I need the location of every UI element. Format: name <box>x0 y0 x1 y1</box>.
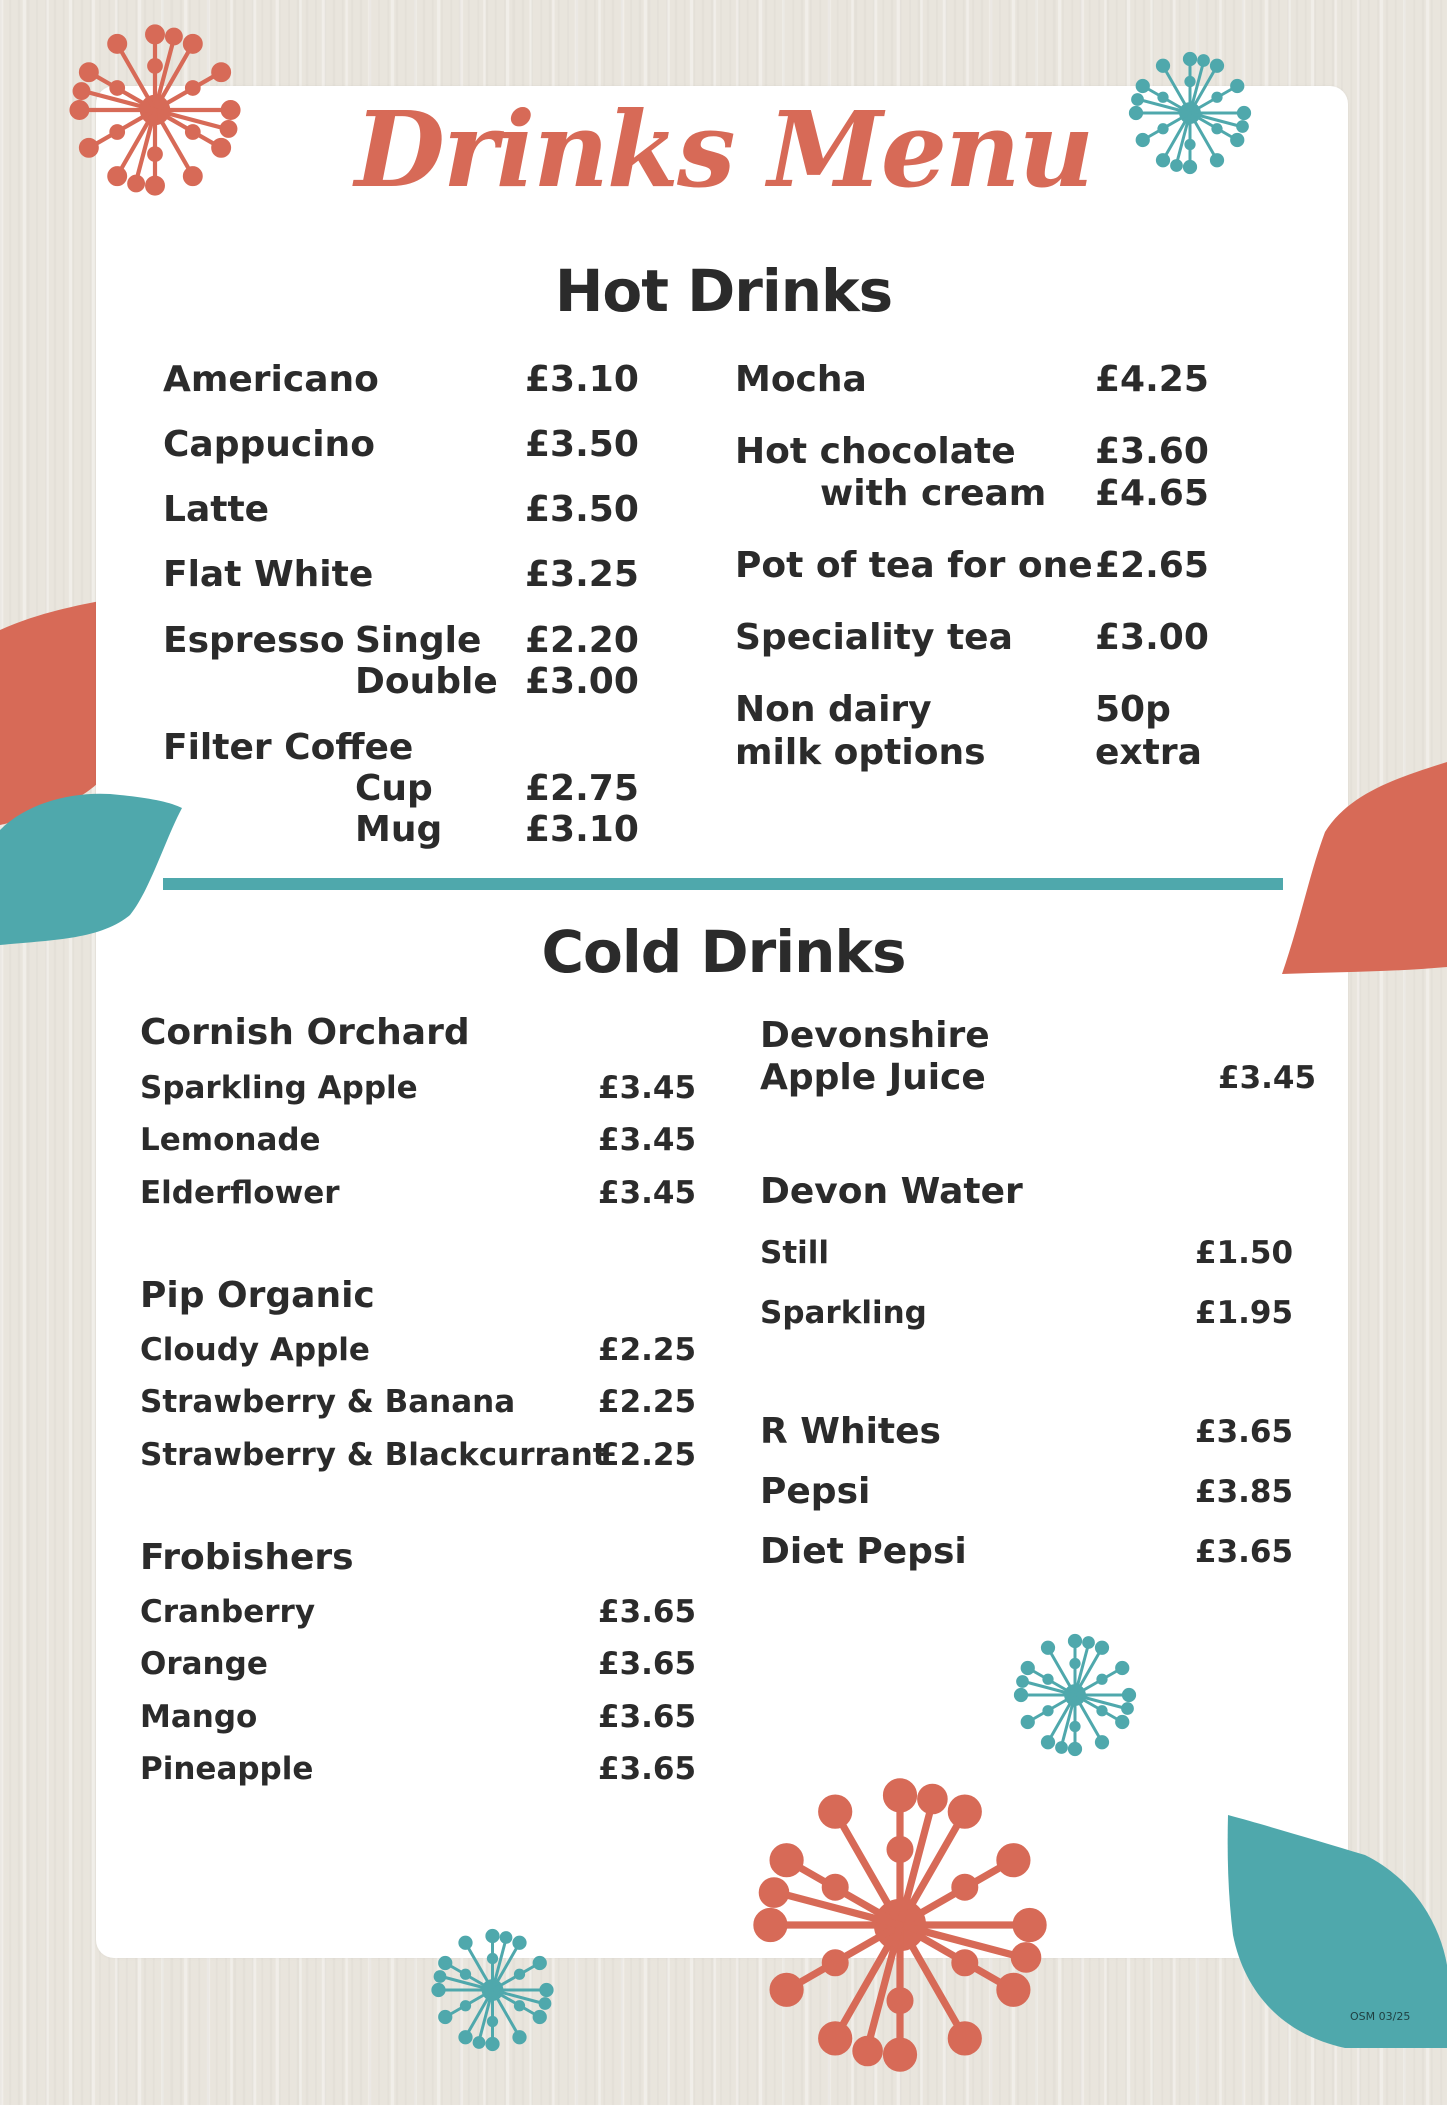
item-name: Sparkling Apple <box>140 1070 418 1106</box>
brand-heading: Cornish Orchard <box>140 1012 470 1053</box>
item-price: £3.65 <box>598 1699 697 1735</box>
item-name: milk options <box>735 732 986 773</box>
item-price: £3.65 <box>598 1751 697 1787</box>
item-name: Non dairy <box>735 689 932 730</box>
item-name: Diet Pepsi <box>760 1531 967 1572</box>
item-price: £3.45 <box>598 1070 697 1106</box>
item-price: 50p <box>1095 689 1171 730</box>
brand-heading: Frobishers <box>140 1537 354 1578</box>
item-price: £3.65 <box>598 1594 697 1630</box>
item-name: Filter Coffee <box>163 727 414 768</box>
item-price: £3.60 <box>1095 431 1209 472</box>
brand-heading: Devon Water <box>760 1171 1023 1212</box>
item-price: £3.10 <box>525 359 639 400</box>
item-price: extra <box>1095 732 1202 773</box>
item-name: Espresso <box>163 620 345 661</box>
item-name: Flat White <box>163 554 374 595</box>
item-name: Speciality tea <box>735 617 1013 658</box>
item-price: £3.50 <box>525 489 639 530</box>
item-option: Single <box>355 620 482 661</box>
coral-dandelion-bottom-icon <box>715 1745 1085 2105</box>
item-price: £1.95 <box>1195 1295 1294 1331</box>
item-name: Orange <box>140 1646 268 1682</box>
item-name: Strawberry & Banana <box>140 1384 516 1420</box>
item-name: Apple Juice <box>760 1057 986 1098</box>
item-price: £3.00 <box>525 661 639 702</box>
item-price: £3.45 <box>598 1175 697 1211</box>
item-option: with cream <box>820 473 1047 514</box>
item-option: Double <box>355 661 498 702</box>
item-name: Americano <box>163 359 379 400</box>
item-price: £2.65 <box>1095 545 1209 586</box>
teal-dandelion-bottom-center-icon <box>415 1915 570 2065</box>
item-name: Mango <box>140 1699 258 1735</box>
item-name: Mocha <box>735 359 867 400</box>
item-price: £1.50 <box>1195 1235 1294 1271</box>
item-price: £4.25 <box>1095 359 1209 400</box>
teal-leaf-bottom-right-icon <box>1225 1815 1447 2048</box>
item-price: £3.85 <box>1195 1474 1294 1510</box>
item-name: R Whites <box>760 1411 941 1452</box>
item-name: Pot of tea for one <box>735 545 1093 586</box>
item-name: Pineapple <box>140 1751 314 1787</box>
item-name: Pepsi <box>760 1471 871 1512</box>
menu-title: Drinks Menu <box>354 88 1093 211</box>
item-name: Strawberry & Blackcurrant <box>140 1437 608 1473</box>
item-name: Still <box>760 1235 830 1271</box>
item-price: £3.45 <box>1218 1060 1317 1096</box>
item-name: Devonshire <box>760 1015 990 1056</box>
item-price: £3.65 <box>598 1646 697 1682</box>
item-price: £3.65 <box>1195 1414 1294 1450</box>
item-price: £2.20 <box>525 620 639 661</box>
item-price: £3.00 <box>1095 617 1209 658</box>
item-price: £3.45 <box>598 1122 697 1158</box>
item-option: Mug <box>355 809 443 850</box>
item-option: Cup <box>355 768 433 809</box>
section-divider <box>163 878 1283 890</box>
item-price: £2.25 <box>598 1437 697 1473</box>
item-price: £3.25 <box>525 554 639 595</box>
item-name: Lemonade <box>140 1122 321 1158</box>
item-name: Cranberry <box>140 1594 316 1630</box>
item-name: Latte <box>163 489 270 530</box>
item-name: Cloudy Apple <box>140 1332 370 1368</box>
item-name: Hot chocolate <box>735 431 1016 472</box>
item-price: £3.50 <box>525 424 639 465</box>
item-price: £2.75 <box>525 768 639 809</box>
item-price: £2.25 <box>598 1332 697 1368</box>
item-name: Sparkling <box>760 1295 927 1331</box>
item-price: £4.65 <box>1095 473 1209 514</box>
item-price: £3.10 <box>525 809 639 850</box>
footer-code: OSM 03/25 <box>1350 2010 1411 2023</box>
item-name: Elderflower <box>140 1175 340 1211</box>
cold-drinks-heading: Cold Drinks <box>541 918 906 986</box>
brand-heading: Pip Organic <box>140 1275 375 1316</box>
item-name: Cappucino <box>163 424 375 465</box>
item-price: £3.65 <box>1195 1534 1294 1570</box>
item-price: £2.25 <box>598 1384 697 1420</box>
hot-drinks-heading: Hot Drinks <box>554 257 893 325</box>
